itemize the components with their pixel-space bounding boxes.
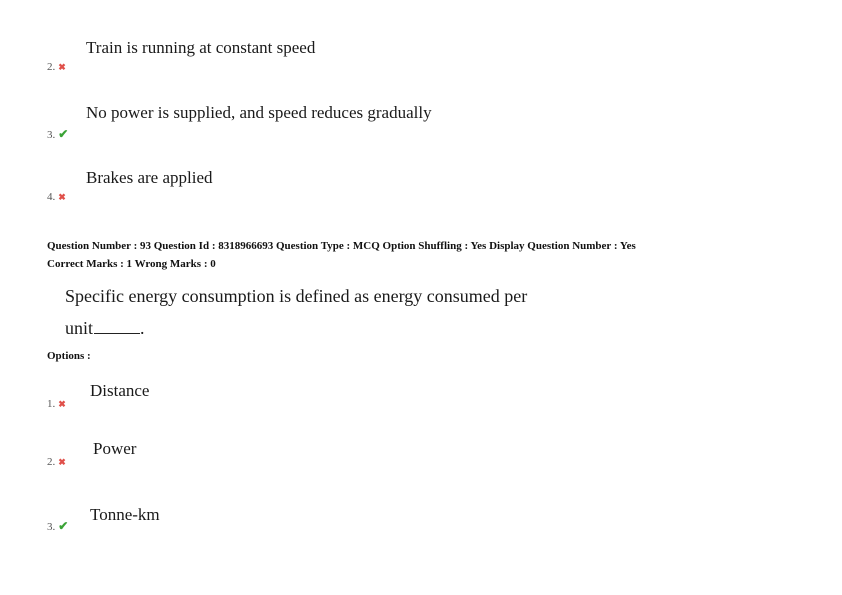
option-number <box>47 398 66 410</box>
question-meta-line1: Question Number : 93 Question Id : 8318966693 Question Type : MCQ Option Shuffling : Yes Display Question Number : Yes <box>47 240 636 252</box>
option-text: Power <box>93 439 137 458</box>
option-text: Distance <box>90 381 150 400</box>
question-text-unit: unit <box>65 318 94 338</box>
option-number <box>47 519 68 534</box>
question-text-end: . <box>140 318 145 338</box>
question-text-line2 <box>65 318 145 339</box>
question-meta-line2: Correct Marks : 1 Wrong Marks : 0 <box>47 258 216 270</box>
option-text: Train is running at constant speed <box>86 38 316 57</box>
option-number <box>47 127 68 142</box>
option-number-label: 4. <box>47 191 56 203</box>
question-text-line1: Specific energy consumption is defined as energy consumed per <box>65 286 528 306</box>
option-number-label: 3. <box>47 520 56 533</box>
option-number <box>47 61 66 73</box>
option-text: No power is supplied, and speed reduces gradually <box>86 103 432 122</box>
wrong-mark-icon: ✖ <box>58 61 66 72</box>
option-number <box>47 191 66 203</box>
option-number-label: 2. <box>47 456 56 468</box>
correct-check-icon: ✔ <box>58 127 69 141</box>
option-number-label: 2. <box>47 61 56 73</box>
wrong-mark-icon: ✖ <box>58 191 66 202</box>
option-number <box>47 456 66 468</box>
correct-check-icon: ✔ <box>58 519 69 533</box>
wrong-mark-icon: ✖ <box>58 456 66 467</box>
answer-blank <box>94 319 140 334</box>
option-text: Tonne-km <box>90 505 160 524</box>
options-label: Options : <box>47 350 91 362</box>
option-number-label: 1. <box>47 398 56 410</box>
wrong-mark-icon: ✖ <box>58 398 66 409</box>
option-text: Brakes are applied <box>86 168 213 187</box>
option-number-label: 3. <box>47 128 56 141</box>
